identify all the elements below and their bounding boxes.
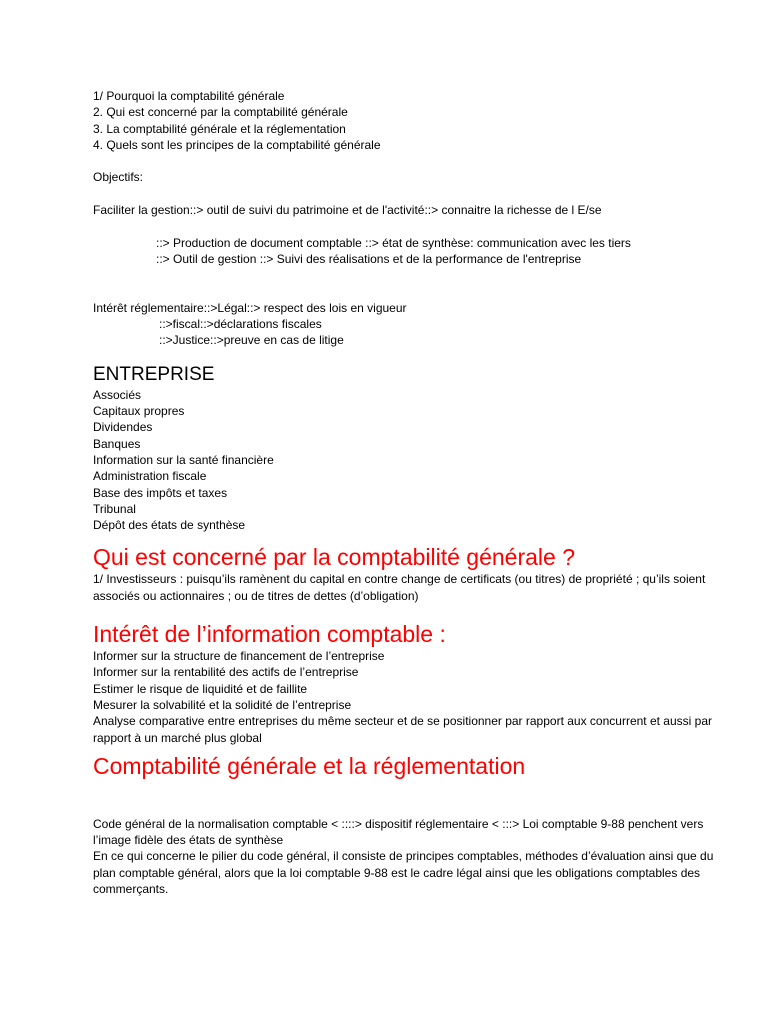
information-list: [93, 648, 733, 746]
objectifs-label: Objectifs:: [93, 170, 144, 185]
list-item: Informer sur la structure de financement de l’entreprise: [93, 649, 385, 664]
spacer: [93, 153, 733, 169]
interet-sub-item: ::>fiscal::>déclarations fiscales: [159, 317, 322, 332]
spacer: [93, 186, 733, 202]
spacer: [93, 604, 733, 620]
list-item: Information sur la santé financière: [93, 452, 274, 467]
list-item: Tribunal: [93, 501, 136, 516]
objectif-sub-item: ::> Outil de gestion ::> Suivi des réalisations et de la performance de l'entreprise: [156, 251, 582, 266]
list-item: Informer sur la rentabilité des actifs de l’entreprise: [93, 665, 359, 680]
concerne-paragraph: 1/ Investisseurs : puisqu’ils ramènent du capital en contre change de certificats (ou titres) de propriété ; qu’ils soient associés ou actionnaires ; ou de titres de dettes (d’obligation): [93, 572, 706, 603]
objectif-sub-item: ::> Production de document comptable ::> état de synthèse: communication avec les tiers: [156, 235, 631, 250]
toc-item: 1/ Pourquoi la comptabilité générale: [93, 89, 285, 103]
toc-item: 4. Quels sont les principes de la comptabilité générale: [93, 137, 381, 152]
reglementation-paragraph-1: Code général de la normalisation comptable < ::::> dispositif réglementaire < :::> Loi comptable 9-88 penchent vers l’image fidèle des états de synthèse: [93, 816, 704, 848]
list-item: Capitaux propres: [93, 404, 185, 419]
toc-item: 2. Qui est concerné par la comptabilité générale: [93, 105, 348, 120]
list-item: Base des impôts et taxes: [93, 485, 228, 500]
spacer: [93, 284, 733, 300]
spacer: [93, 533, 733, 543]
objectif-gestion: Faciliter la gestion::> outil de suivi du patrimoine et de l'activité::> connaitre la richesse de l E/se: [93, 203, 602, 218]
list-item: Estimer le risque de liquidité et de faillite: [93, 681, 308, 696]
list-item: Dividendes: [93, 420, 153, 435]
spacer: [93, 267, 733, 283]
list-item: Banques: [93, 436, 141, 451]
information-heading: Intérêt de l’information comptable :: [93, 621, 446, 648]
toc-item: 3. La comptabilité générale et la réglementation: [93, 121, 346, 136]
interet-reglementaire: Intérêt réglementaire::>Légal::> respect des lois en vigueur: [93, 300, 407, 315]
reglementation-heading: Comptabilité générale et la réglementation: [93, 752, 526, 779]
list-item: Dépôt des états de synthèse: [93, 518, 246, 533]
list-item: Associés: [93, 387, 142, 402]
table-of-contents: [93, 88, 733, 153]
reglementation-paragraph-2: En ce qui concerne le pilier du code général, il consiste de principes comptables, méthodes d’évaluation ainsi que du plan comptable général, alors que la loi comptable 9-88 est le cadre légal ainsi que les obligations comptables des commerçants.: [93, 849, 714, 896]
list-item: Administration fiscale: [93, 469, 207, 484]
interet-sub-item: ::>Justice::>preuve en cas de litige: [159, 333, 344, 348]
concerne-heading: Qui est concerné par la comptabilité générale ?: [93, 544, 576, 571]
spacer: [93, 218, 733, 234]
list-item: Mesurer la solvabilité et la solidité de l’entreprise: [93, 697, 352, 712]
spacer: [93, 349, 733, 363]
document-page: [93, 88, 733, 897]
entreprise-heading: ENTREPRISE: [93, 363, 215, 385]
entreprise-list: [93, 387, 733, 534]
list-item: Analyse comparative entre entreprises du même secteur et de se positionner par rapport aux concurrent et aussi par rapport à un marché plus global: [93, 714, 712, 745]
spacer: [93, 780, 733, 816]
